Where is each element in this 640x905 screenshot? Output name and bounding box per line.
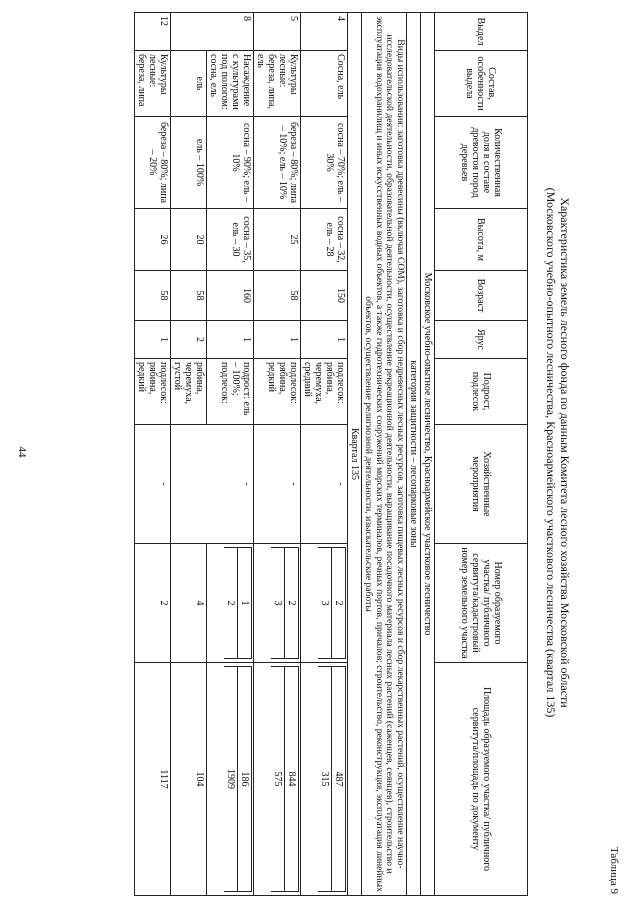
cell-ploshad <box>253 663 300 896</box>
cell-vydel: 12 <box>134 13 170 51</box>
cell-vysota: 25 <box>253 209 300 271</box>
category-row: категория защитности – лесопарковые зоны <box>407 13 421 896</box>
table-label: Таблица 9 <box>608 846 620 894</box>
header-row <box>435 13 528 896</box>
cell-vysota: сосна – 35, ель – 30 <box>206 209 253 271</box>
cell-yarus: 1 <box>253 321 300 359</box>
cell-vydel: 5 <box>253 13 300 51</box>
header-sostav: Состав, особенности выдела <box>435 51 528 117</box>
cell-dolya: сосна – 70%; ель – 30% <box>300 117 347 209</box>
cell-ploshad: 104 <box>170 663 206 896</box>
cell-nomer: 4 <box>170 544 206 663</box>
cell-sostav: Насаждение с культурами под пологом: сосна, ель <box>206 51 253 117</box>
cell-sostav: Культуры лесные: береза, липа <box>134 51 170 117</box>
cell-yarus: 2 <box>170 321 206 359</box>
cell-meropriyatiya: - <box>300 425 347 544</box>
cell-nomer <box>253 544 300 663</box>
cell-nomer <box>206 544 253 663</box>
table-row <box>300 13 347 896</box>
cell-vysota: сосна – 32, ель – 28 <box>300 209 347 271</box>
cell-sostav: ель <box>170 51 206 117</box>
ploshad-value: 186 <box>237 667 251 892</box>
cell-nomer <box>300 544 347 663</box>
nomer-value: 1 <box>237 548 251 659</box>
nomer-value: 3 <box>271 548 285 659</box>
rotated-page <box>0 5 630 900</box>
caption-line-1: Характеристика земель лесного фонда по данным Комитета лесного хозяйства Московской области <box>558 197 572 708</box>
cell-dolya: ель – 100% <box>170 117 206 209</box>
cell-sostav: Культуры лесные: береза, липа, ель <box>253 51 300 117</box>
ploshad-value: 844 <box>284 667 298 892</box>
forest-land-table <box>134 12 528 896</box>
cell-dolya: береза – 80%; липа – 20% <box>134 117 170 209</box>
header-vozrast: Возраст <box>435 271 528 321</box>
cell-vozrast: 150 <box>300 271 347 321</box>
header-vysota: Высота, м <box>435 209 528 271</box>
cell-vysota: 26 <box>134 209 170 271</box>
cell-vysota: 20 <box>170 209 206 271</box>
cell-dolya: береза – 80%; липа – 10%; ель – 10% <box>253 117 300 209</box>
cell-yarus: 1 <box>300 321 347 359</box>
quarter-row: Квартал 135 <box>347 13 361 896</box>
cell-nomer: 2 <box>134 544 170 663</box>
cell-podrost: подлесок: рябина, черемуха, средний <box>300 359 347 425</box>
cell-ploshad <box>206 663 253 896</box>
nomer-value: 2 <box>331 548 345 659</box>
nomer-value: 2 <box>224 548 238 659</box>
cell-dolya: сосна – 90%; ель – 10% <box>206 117 253 209</box>
cell-podrost: рябина, черемуха, густой <box>170 359 206 425</box>
header-ploshad: Площадь образуемого участка/ публичного сервитута/площадь по документу <box>435 663 528 896</box>
cell-ploshad <box>300 663 347 896</box>
header-dolya: Количественная доля в составе древостоя пород деревьев <box>435 117 528 209</box>
cell-vydel: 4 <box>300 13 347 51</box>
forestry-row: Московское учебно-опытное лесничество, Красноармейское участковое лесничество <box>421 13 435 896</box>
cell-yarus: 1 <box>134 321 170 359</box>
caption-line-2: (Московского учебно-опытного лесничества, Красноармейского участкового лесничества (квартал 135) <box>544 187 558 718</box>
cell-podrost: подлесок: рябина, редкий <box>253 359 300 425</box>
cell-vydel: 8 <box>170 13 253 51</box>
cell-podrost: подлесок: рябина, редкий <box>134 359 170 425</box>
cell-meropriyatiya: - <box>134 425 170 544</box>
header-podrost: Подрост, подлесок <box>435 359 528 425</box>
cell-vozrast: 58 <box>170 271 206 321</box>
header-meropriyatiya: Хозяйственные мероприятия <box>435 425 528 544</box>
ploshad-value: 575 <box>271 667 285 892</box>
page-number: 44 <box>16 446 28 458</box>
cell-vozrast: 160 <box>206 271 253 321</box>
header-nomer: Номер образуемого участка/ публичного сервитута/кадастровый номер земельного участка <box>435 544 528 663</box>
cell-vozrast: 58 <box>253 271 300 321</box>
cell-ploshad: 1117 <box>134 663 170 896</box>
header-vydel: Выдел <box>435 13 528 51</box>
table-row <box>206 13 253 896</box>
header-yarus: Ярус <box>435 321 528 359</box>
nomer-value: 3 <box>318 548 332 659</box>
cell-meropriyatiya: - <box>170 425 253 544</box>
cell-podrost: подрост: ель – 100%; подлесок: <box>206 359 253 425</box>
ploshad-value: 1909 <box>224 667 238 892</box>
ploshad-value: 315 <box>318 667 332 892</box>
cell-yarus: 1 <box>206 321 253 359</box>
uses-row: Виды использования: заготовка древесины (включая СОМ), заготовка и сбор недревесных лесных ресурсов, заготовка пищевых лесных ресурсов и сбор лекарственных растений, осуществление научно-исследовательской деятельности, образовательной деятельности, осуществление рекреационной деятельности, выращивание посадочного материала лесных растений (саженцев, сеянцев), строительство и эксплуатация водохранилищ и иных искусственных водных объектов, а также гидротехнических сооружений морских терминалов, речных портов, причалов; строительство, реконструкция, эксплуатация линейных объектов, осуществление религиозной деятельности, изыскательские работы <box>361 13 406 896</box>
cell-vozrast: 58 <box>134 271 170 321</box>
table-row <box>134 13 170 896</box>
table-row <box>253 13 300 896</box>
cell-meropriyatiya: - <box>253 425 300 544</box>
cell-sostav: Сосна, ель <box>300 51 347 117</box>
nomer-value: 2 <box>284 548 298 659</box>
ploshad-value: 487 <box>331 667 345 892</box>
